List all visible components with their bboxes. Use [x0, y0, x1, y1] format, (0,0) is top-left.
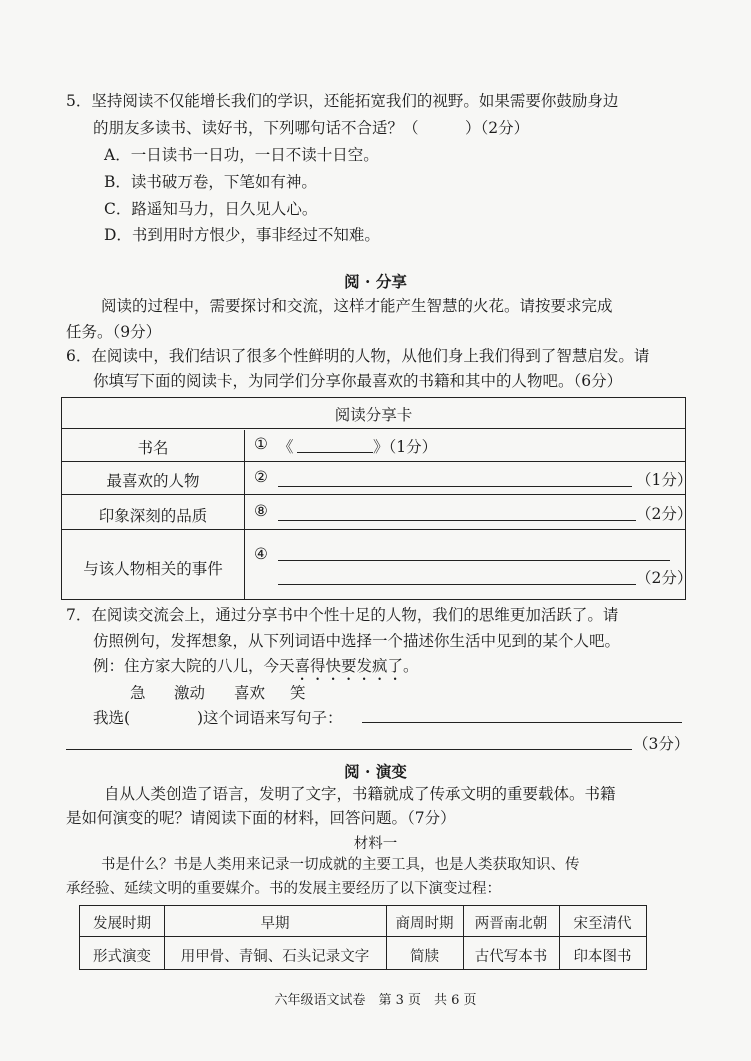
q6-stem-line2: 你填写下面的阅读卡，为同学们分享你最喜欢的书籍和其中的人物吧。（6分） — [93, 372, 623, 390]
card-score-2: （1分） — [636, 471, 693, 489]
related-event-blank-1[interactable] — [278, 560, 670, 561]
q5-stem-line2: 的朋友多读书、读好书，下列哪句话不合适？（ ）（2分） — [93, 119, 530, 137]
q7-example-suffix: 。 — [403, 657, 419, 675]
material-line2: 承经验、延续文明的重要媒介。书的发展主要经历了以下演变过程： — [66, 881, 501, 897]
q7-stem-line2: 仿照例句，发挥想象，从下列词语中选择一个描述你生活中见到的某个人吧。 — [93, 632, 621, 650]
q7-word-1: 急 — [130, 684, 146, 702]
table-header-cell: 发展时期 — [93, 916, 151, 932]
page-footer: 六年级语文试卷 第 3 页 共 6 页 — [274, 993, 477, 1008]
card-book-open-bracket: 《 — [278, 438, 294, 456]
card-divider — [62, 428, 685, 429]
card-divider — [62, 529, 685, 530]
section-evolve-intro-line2: 是如何演变的呢？请阅读下面的材料，回答问题。（7分） — [66, 809, 456, 827]
quality-blank[interactable] — [278, 520, 636, 521]
q5-option-a: A．一日读书一日功，一日不读十日空。 — [104, 146, 379, 164]
table-cell: 简牍 — [410, 949, 439, 965]
q5-option-c: C．路遥知马力，日久见人心。 — [104, 200, 318, 218]
q7-stem-line1: 7．在阅读交流会上，通过分享书中个性十足的人物，我们的思维更加活跃了。请 — [66, 606, 619, 624]
card-divider — [62, 494, 685, 495]
section-share-title: 阅 · 分享 — [344, 272, 407, 291]
card-divider — [62, 461, 685, 462]
card-marker-4: ④ — [254, 545, 268, 563]
section-evolve-title: 阅 · 演变 — [344, 762, 407, 781]
table-header-cell: 两晋南北朝 — [474, 916, 548, 932]
q5-option-d: D．书到用时方恨少，事非经过不知难。 — [104, 226, 380, 244]
table-cell: 形式演变 — [93, 949, 151, 965]
table-cell: 用甲骨、青铜、石头记录文字 — [180, 949, 370, 965]
table-header-cell: 商周时期 — [395, 916, 454, 932]
card-marker-2: ② — [254, 468, 268, 486]
q7-word-2: 激动 — [174, 684, 206, 702]
q7-word-3: 喜欢 — [234, 684, 266, 702]
card-title: 阅读分享卡 — [334, 406, 413, 424]
section-share-intro-line1: 阅读的过程中，需要探讨和交流，这样才能产生智慧的火花。请按要求完成 — [101, 297, 613, 315]
card-marker-3: ⑧ — [254, 502, 268, 520]
table-cell: 印本图书 — [573, 949, 632, 965]
book-evolution-table — [79, 905, 647, 970]
card-label-quality: 印象深刻的品质 — [98, 507, 208, 525]
card-book-close-score: 》（1分） — [373, 438, 438, 456]
q7-sentence-blank-1[interactable] — [362, 722, 682, 723]
card-label-book-name: 书名 — [137, 439, 169, 457]
card-score-3: （2分） — [636, 505, 693, 523]
q5-stem-line1: 5．坚持阅读不仅能增长我们的学识，还能拓宽我们的视野。如果需要你鼓励身边 — [66, 92, 619, 110]
q7-score: （3分） — [633, 735, 690, 753]
card-label-favorite-character: 最喜欢的人物 — [106, 472, 200, 490]
q7-example-prefix: 例：住方家大院的八儿，今天 — [93, 657, 295, 675]
q7-sentence-blank-2[interactable] — [66, 749, 632, 750]
card-label-related-event: 与该人物相关的事件 — [83, 560, 223, 578]
q7-example-emphasis: 喜得快要发疯了 — [294, 657, 404, 675]
card-column-divider — [244, 430, 245, 599]
favorite-character-blank[interactable] — [278, 486, 632, 487]
table-header-cell: 宋至清代 — [573, 916, 632, 932]
related-event-blank-2[interactable] — [278, 584, 636, 585]
q5-option-b: B．读书破万卷，下笔如有神。 — [104, 173, 317, 191]
material-line1: 书是什么？书是人类用来记录一切成就的主要工具，也是人类获取知识、传 — [101, 857, 580, 873]
table-cell: 古代写本书 — [474, 949, 548, 965]
material-one-title: 材料一 — [353, 836, 398, 852]
card-score-4: （2分） — [636, 569, 693, 587]
q7-choose-prefix: 我选( — [93, 709, 131, 727]
section-share-intro-line2: 任务。（9分） — [66, 323, 162, 341]
section-evolve-intro-line1: 自从人类创造了语言，发明了文字，书籍就成了传承文明的重要载体。书籍 — [104, 785, 616, 803]
reading-share-card — [61, 397, 693, 600]
table-header-cell: 早期 — [260, 916, 290, 932]
book-name-blank[interactable] — [297, 452, 373, 453]
q6-stem-line1: 6．在阅读中，我们结识了很多个性鲜明的人物，从他们身上我们得到了智慧启发。请 — [66, 347, 650, 365]
q7-word-4: 笑 — [290, 684, 306, 702]
q7-choose-suffix: )这个词语来写句子： — [197, 709, 343, 727]
q7-example — [93, 656, 419, 684]
card-marker-1: ① — [254, 435, 268, 453]
